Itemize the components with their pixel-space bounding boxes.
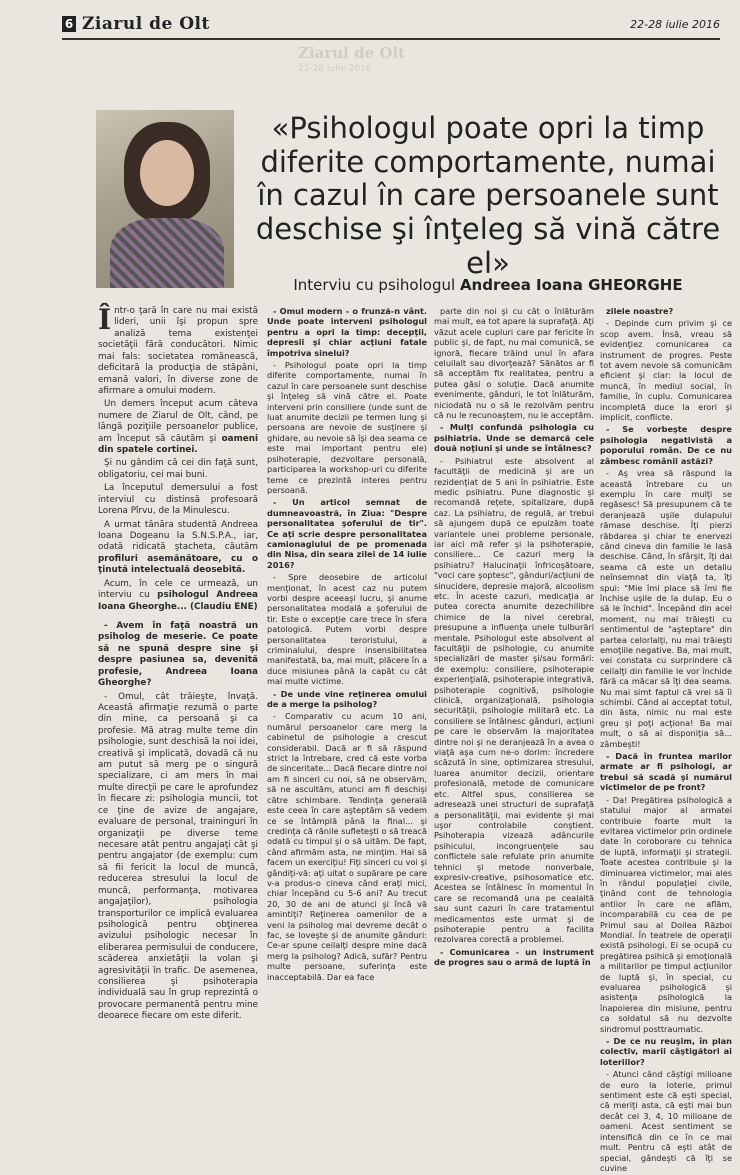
column-4 — [600, 306, 732, 1175]
subhead-prefix: Interviu cu psihologul — [293, 276, 456, 294]
intro-column — [98, 303, 258, 1025]
column-2 — [267, 306, 427, 984]
col3-answer-1: parte din noi şi cu cât o înlăturăm mai mult, ea tot apare la suprafaţă. Aţi văzut acele cupluri care par fericite în public şi, de fapt, nu mai comunică, se ignoră, fiecare trăind unul în afara celuilalt sau divorţează? Sănătos ar fi să acceptăm fix realitatea, pentru a putea găsi o soluţie. Dacă anumite evenimente, gânduri, le tot înlăturăm, niciodată nu o să le rezolvăm pentru că nu le recunoaştem, nu le acceptăm. — [434, 306, 594, 421]
col4-question-4: - De ce nu reuşim, în plan colectiv, marii câştigători ai loteriilor? — [600, 1036, 732, 1067]
col4-question-1: zilele noastre? — [606, 306, 674, 316]
intro-p4b: psihologul Andreea Ioana Gheorghe... — [98, 590, 258, 612]
col4-question-3: - Dacă în fruntea marilor armate ar fi psihologi, ar trebui să scadă şi numărul victimelor de pe front? — [600, 751, 732, 793]
col4-question-2: - Se vorbeşte despre psihologia negativistă a poporului român. De ce nu zâmbesc românii astăzi? — [600, 424, 732, 466]
col2-question-3: - De unde vine reţinerea omului de a merge la psiholog? — [267, 688, 427, 710]
intro-p3c: A urmat tânăra studentă Andreea Ioana Dogeanu la S.N.S.P.A., iar, odată ridicată ştacheta, căutăm — [98, 519, 258, 553]
portrait-photo — [96, 110, 234, 288]
column-3 — [434, 306, 594, 970]
col2-answer-3: - Comparativ cu acum 10 ani, numărul persoanelor care merg la cabinetul de psihologie a crescut considerabil. Dacă ar fi să răspund strict la întrebare, cred că este vorba de sinceritate... Dacă fiecare dintre noi am fi sinceri cu noi, să ne observăm, să ne ascultăm, atunci am fi deschişi către schimbare. Tendinţa generală este ceea în care aşteptăm să vedem ce se întâmplă până la final... şi credinţa că rănile sufleteşti o să treacă odată cu timpul şi o să uităm. De fapt, când afirmăm asta, ne minţim. Hai să facem un exerciţiu! Fiţi sinceri cu voi şi gândiţi-vă: aţi uitat o supărare pe care v-a produs-o cineva când eraţi mici, chiar începând cu 5-6 ani? Au trecut 20, 30 de ani de atunci şi încă vă amintiţi? Reţinerea oamenilor de a veni la psiholog mai devreme decât o fac, se loveşte şi de anumite gânduri: Ce-ar spune ceilalţi despre mine dacă merg la psiholog? Adică, sufăr? Pentru multe persoane, suferinţa este inacceptabilă. Dar ea face — [267, 711, 427, 982]
page-number: 6 — [62, 16, 76, 32]
col2-question-2: - Un articol semnat de dumneavoastră, în Ziua: "Despre personalitatea şoferului de tir". Ce aţi scrie despre personalitatea camionagiului de pe promenada din Nisa, din seara zilei de 14 iulie 2016? — [267, 497, 427, 570]
intro-p2a: Un demers început acum câteva numere de Ziarul de Olt, când, pe lângă poziţiile persoanelor publice, am început să căutăm şi — [98, 399, 258, 444]
intro-p1: ntr-o ţară în care nu mai există lideri, unii îşi propun spre analiză tema existenţei societăţii fără conducători. Nimic mai fals: societatea românească, deficitară la producţia de stăpâni, emană valori, în diverse zone de afirmare a omului modern. — [98, 306, 258, 396]
intro-p2b: oameni din spatele cortinei. — [98, 433, 258, 456]
intro-p4a: Acum, în cele ce urmează, un interviu cu — [98, 578, 258, 601]
col4-answer-2: - Aş vrea să răspund la această întrebare cu un exemplu în care mulţi se regăsesc! Să presupunem că te deranjează uşile dulapului rămase deschise. Îţi pierzi răbdarea şi chiar te enervezi când cineva din familie le lasă deschise. Când, în sfârşit, îţi dai seama că este un detaliu neînsemnat din viaţă ta, îţi spui: "Mie îmi place să îmi fie închise uşile de la dulap. Eu o să le închid". Începând din acel moment, nu mai trăieşti cu sentimentul de "aşteptare" din partea celorlalţi, nu mai trăieşti emoţiile negative. Ba, mai mult, vei constata cu surprindere că ceilalţi din familie le vor închide fără ca măcar să îţi dea seama. Nu mai simt faptul că vrei să îi schimbi. Când ai acceptat totul, din ăsta, nimic nu mai este greu şi poţi acţiona! Ba mai mult, o să ai disponiţia să... zâmbeşti! — [600, 468, 732, 749]
bleed-through-title: Ziarul de Olt — [298, 44, 406, 62]
col3-question-1: - Mulţi confundă psihologia cu psihiatria. Unde se demarcă cele două noţiuni şi unde se întâlnesc? — [434, 422, 594, 454]
col4-answer-3: - Da! Pregătirea psihologică a statului major al armatei contribuie foarte mult la evitarea victimelor prin ordinele date în coroborare cu tehnica de luptă, informaţii şi strategii. Toate acestea contribuie şi la diminuarea victimelor, mai ales în rândul populaţiei civile, ţinând cont de tehnologia antiior în care ne aflăm, incomparabilă cu cea de pe Primul sau al Doilea Război Mondial. În teatrele de operaţii există psihologi. Ei se ocupă cu pregătirea psihică şi emoţională a militarilor pe timpul acţiunilor de luptă şi, în special, cu evaluarea psihologică şi asistenţa psihologică la înapoierea din misiune, pentru ca soldatul să nu dezvolte sindromul posttraumatic. — [600, 794, 732, 1034]
article-subhead — [244, 276, 732, 294]
col3-question-2: - Comunicarea - un instrument de progres sau o armă de luptă în — [434, 946, 594, 968]
subhead-interviewee: Andreea Ioana GHEORGHE — [459, 276, 683, 294]
portrait-face — [140, 140, 194, 206]
article-headline: «Psihologul poate opri la timp diferite comportamente, numai în cazul în care persoanele sunt deschise şi înţeleg să vină către el» — [255, 111, 721, 280]
drop-cap: Î — [98, 303, 112, 336]
col3-answer-2: - Psihiatrul este absolvent al facultăţii de medicină şi are un rezidenţiat de 5 ani în psihiatrie. Este medic psihiatru. Pune diagnostic şi recomandă reţete, spitalizare, după caz. La psihiatru, de regulă, ar trebui să ajungem după ce epuizăm toate variantele unei probleme personale, iar aici mă refer şi la psihoterapie, consiliere... Ce cazuri merg la psihiatru? Halucinaţii înfricoşătoare, "voci care şoptesc", gânduri/acţiuni de sinucidere, depresie majoră, alcoolism etc. În aceste cazuri, medicaţia ar putea corecta anumite dezechilibre chimice de la nivel cerebral, presupune a influenţa unele tulburări mentale. Psihologul este absolvent al facultăţii de psihologie, cu anumite specializări de master şi/sau formări: de exemplu: consiliere, psihoterapie experienţială, psihoterapie integrativă, psihoterapie cognitivă, psihologie clinică, organizaţională, psihologia securităţii, psihologie militară etc. La consiliere se întâlnesc gânduri, acţiuni pe care le observăm la majoritatea dintre noi şi ne deranjează în a avea o viaţă aşa cum ne-o dorim: încredere scăzută în sine, optimizarea stresului, luarea anumitor decizii, orientare profesională, metode de comunicare etc. Altfel spus, consilierea se adresează unei structuri de suprafaţă a personalităţii, mai evidente şi mai uşor controlabile conştient. Psihoterapia vizează adâncurile psihicului, incongruenţele sau conflictele sale refulate prin anumite tehnici şi metode nonverbale, expresiv-creative, psihosomatice etc. Acestea se întâlnesc în momentul în care se recomandă una pe cealaltă sau sunt cazuri în care tratamentul medicamentos este urmat şi de psihoterapie pentru a facilita rezolvarea corectă a problemei. — [434, 455, 594, 945]
issue-date: 22-28 iulie 2016 — [630, 18, 720, 31]
col4-answer-1: - Depinde cum privim şi ce scop avem. Însă, vreau să evidenţiez comunicarea ca instrument de progres. Peste tot avem nevoie să comunicăm eficient şi clar: la locul de muncă, în mediul social, în familie, în cuplu. Comunicarea incompletă duce la erori şi implicit, conflicte. — [600, 318, 732, 423]
intro-p3b: La începutul demersului a fost interviul cu distinsă profesoară Lorena Pîrvu, de la Minulescu. — [98, 483, 258, 517]
newspaper-name: Ziarul de Olt — [82, 14, 210, 34]
col2-question-1: - Omul modern - o frunză-n vânt. Unde poate interveni psihologul pentru a opri la timp: decepţii, depresii şi chiar acţiuni fatale împotriva sinelui? — [267, 306, 427, 358]
bleed-through-date: 22-28 iulie 2016 — [298, 64, 372, 74]
col2-answer-2: - Spre deosebire de articolul menţionat, în acest caz nu putem vorbi despre aceeaşi lucru, şi anume personalitatea modală a şoferului de tir. Este o excepţie care trece în sfera patologică. Putem vorbi despre personalitatea teroristului, a criminalului, despre insensibilitatea manifestată, ba, mai mult, plăcere în a duce misiunea până la capăt cu cât mai multe victime. — [267, 572, 427, 687]
intro-p3d: profiluri asemănătoare, cu o ţinută intelectuală deosebită. — [98, 553, 258, 576]
portrait-body — [110, 218, 224, 288]
col4-answer-4: - Atunci când câştigi milioane de euro la loterie, primul sentiment este că eşti special, că meriţi asta, că eşti mai bun decât cei 3, 4, 10 milioane de oameni. Acest sentiment se intensifică din ce în ce mai mult. Pentru că eşti atât de special, gândeşti că îţi se cuvine — [600, 1069, 732, 1173]
col1-answer-1: - Omul, cât trăieşte, învaţă. Această afirmaţie rezumă o parte din mine, ca persoană şi ca profesie. Mă atrag multe teme din psihologie, sunt deschisă la noi idei, creativă şi implicată, dovadă că nu am putut să merg pe o singură specializare, ci am mers în mai multe direcţii pe care le aprofundez în fiecare zi: psihologia muncii, tot ce ţine de avize de angajare, evaluare de personal, traininguri în organizaţii pe diverse teme necesare atât pentru angajaţi cât şi pentru angajator (de exemplu: cum să fii fericit la locul de muncă, reducerea stresului la locul de muncă, performanţa, motivarea angajaţilor), psihologia transporturilor ce implică evaluarea psihologică pentru obţinerea avizului psihologic necesar în eliberarea permisului de conducere, scăderea anxietăţii la volan şi agresivităţii în trafic. De asemenea, consilierea şi psihoterapia individuală sau în grup reprezintă o provocare permanentă pentru mine deoarece fiecare om este diferit. — [98, 691, 258, 1022]
page-header — [62, 14, 720, 40]
col2-answer-1: - Psihologul poate opri la timp diferite comportamente, numai în cazul în care persoanele sunt deschise şi înţeleg să vină către el. Poate interveni prin consiliere (unde sunt de luat anumite decizii pe termen lung şi persoana are nevoie de susţinere şi ghidare, au nevoie să îşi dea seama ce este mai important pentru ele) psihoterapie, dezvoltare personală, participarea la workshop-uri cu diferite teme ce prezintă interes pentru persoană. — [267, 360, 427, 495]
col1-question-1: - Avem în faţă noastră un psiholog de meserie. Ce poate să ne spună despre sine şi despre pasiunea sa, devenită profesie, Andreea Ioana Gheorghe? — [98, 620, 258, 689]
intro-p4c: (Claudiu ENE) — [186, 601, 258, 612]
intro-p3a: Şi nu gândim că cei din faţă sunt, obligatoriu, cei mai buni. — [98, 458, 258, 480]
